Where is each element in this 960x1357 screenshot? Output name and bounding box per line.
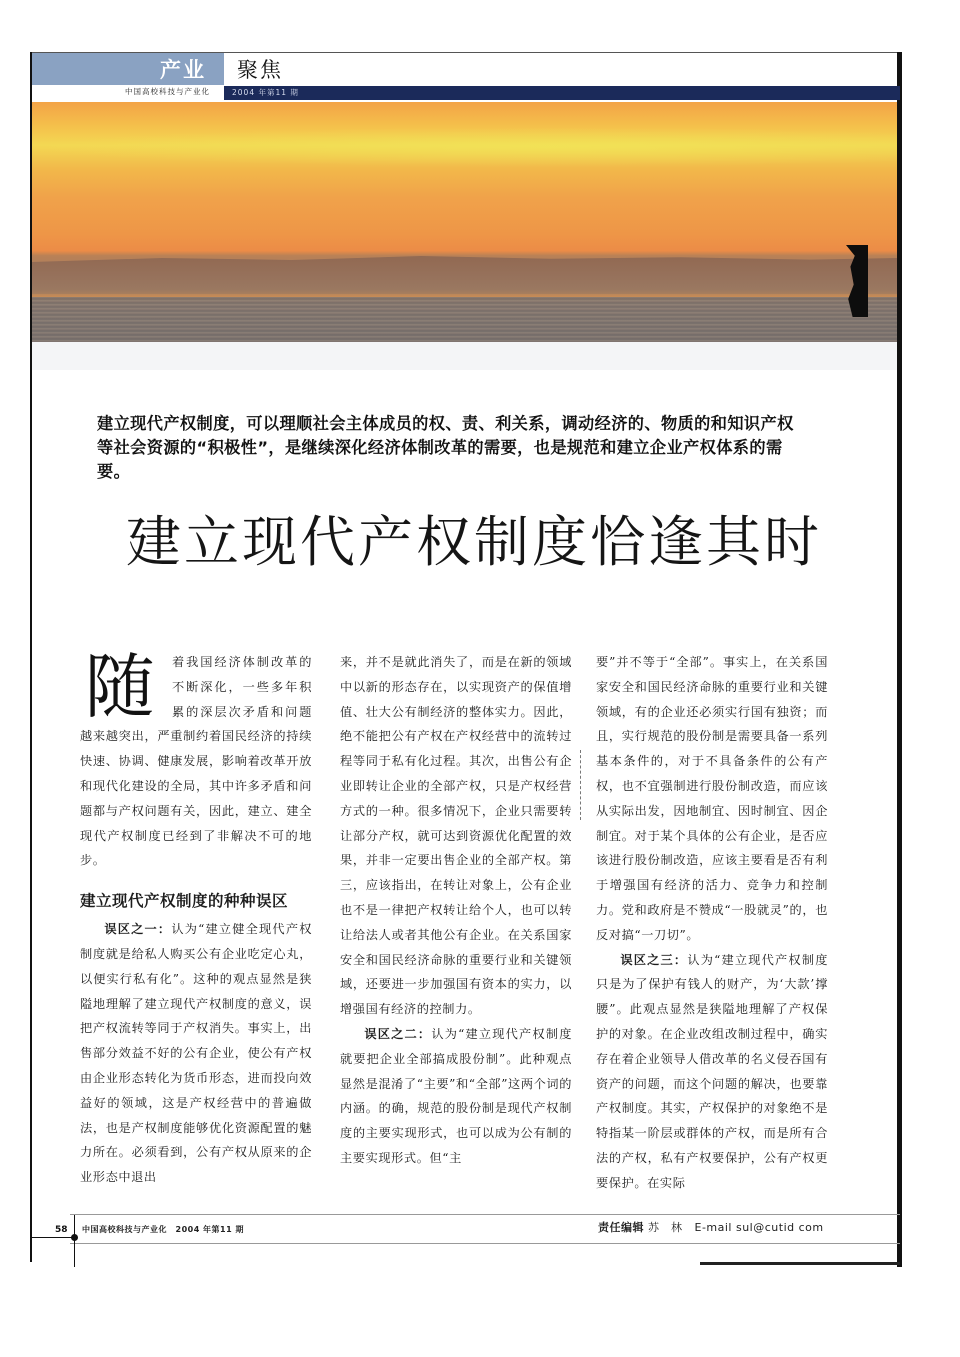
body-column-1 [80,646,312,1190]
sky-glow [32,127,897,167]
dropcap: 随 [84,646,156,728]
editor-email: E-mail sul@cutid com [694,1221,824,1234]
footer-rule-bottom [70,1243,900,1244]
column-separator [580,750,582,820]
hero-bottom-fade [32,342,897,370]
sea-water [32,297,897,342]
misconception-2-continued: 要”并不等于“全部”。事实上，在关系国家安全和国民经济命脉的重要行业和关键领域，有的企业还必须实行国有独资；而且，实行规范的股份制是需要具备一系列基本条件的，对于不具备条件的公有产权，也不宜强制进行股份制改造，而应该从实际出发，因地制宜、因时制宜、因企制宜。对于某个具体的公有企业，是否应该进行股份制改造，应该主要看是否有利于增强国有经济的活力、竞争力和控制力。党和政府是不赞成“一股就灵”的，也反对搞“一刀切”。 [596,655,828,942]
editor-label: 责任编辑 [598,1221,644,1234]
journal-name: 中国高校科技与产业化 [125,87,210,96]
body-column-3 [596,650,828,1196]
misconception-2-text: 认为“建立现代产权制度就要把企业全部搞成股份制”。此种观点显然是混淆了“主要”和“全部”这两个词的内涵。的确，规范的股份制是现代产权制度的主要实现形式，也可以成为公有制的主要实现形式。但“主 [340,1026,572,1165]
misconception-3-text: 认为“建立现代产权制度只是为了保护有钱人的财产，为‘大款’撑腰”。此观点显然是狭隘地理解了产权保护的对象。在企业改组改制过程中，确实存在着企业领导人借改革的名义侵吞国有资产的问题，而这个问题的解决，也要靠产权制度。其实，产权保护的对象绝不是特指某一阶层或群体的产权，而是所有合法的产权，私有产权要保护，公有产权更要保护。在实际 [596,952,828,1190]
footer-bottom-rule [700,1262,900,1265]
section-label-focus: 聚焦 [237,58,283,82]
article-lead: 建立现代产权制度，可以理顺社会主体成员的权、责、利关系，调动经济的、物质的和知识产权等社会资源的“积极性”，是继续深化经济体制改革的需要，也是规范和建立企业产权体系的需要。 [97,414,794,481]
footer-journal-issue: 中国高校科技与产业化 2004 年第11 期 [82,1225,244,1234]
distant-hills [32,254,897,294]
footer-crop-mark-v [74,1215,75,1267]
article-headline: 建立现代产权制度恰逢其时 [126,510,823,574]
body-column-2 [340,650,572,1171]
misconception-1-paragraph [80,917,312,1190]
misconception-1-text: 认为“建立健全现代产权制度就是给私人购买公有企业吃定心丸，以便实行私有化”。这种的观点显然是狭隘地理解了建立现代产权制度的意义，误把产权流转等同于产权消失。事实上，出售部分效益不好的公有企业，使公有产权由企业形态转化为货币形态，进而投向效益好的领域，这是产权经营中的普遍做法，也是产权制度能够优化资源配置的魅力所在。必须看到，公有产权从原来的企业形态中退出 [80,922,312,1185]
misconception-2-label: 误区之二： [364,1026,432,1041]
footer-bullet-icon [71,1234,78,1241]
misconception-2-paragraph [340,1022,572,1171]
footer-crop-mark-h [30,1237,75,1238]
footer-editor [598,1219,824,1235]
issue-label: 2004 年第11 期 [232,88,299,97]
misconception-3-label: 误区之三： [620,952,688,967]
footer-rule-top [70,1214,900,1215]
section-subhead: 建立现代产权制度的种种误区 [80,892,289,911]
misconception-1-continued: 来，并不是就此消失了，而是在新的领域中以新的形态存在，以实现资产的保值增值、壮大公有制经济的整体实力。因此，绝不能把公有产权在产权经营中的流转过程等同于私有化过程。其次，出售公有企业即转让企业的全部产权，只是产权经营方式的一种。很多情况下，企业只需要转让部分产权，就可达到资源优化配置的效果，并非一定要出售企业的全部产权。第三，应该指出，在转让对象上，公有企业也不是一律把产权转让给个人，也可以转让给法人或者其他公有企业。在关系国家安全和国民经济命脉的重要行业和关键领域，还要进一步加强国有资本的实力，以增强国有经济的控制力。 [340,655,572,1017]
page-number: 58 [55,1225,68,1235]
editor-name: 苏 林 [648,1221,683,1234]
issue-band [224,86,900,100]
misconception-3-paragraph [596,948,828,1196]
section-label-industry: 产业 [160,58,206,82]
hero-photo-sunset [32,102,897,342]
page-right-rule [897,52,902,1267]
intro-text: 着我国经济体制改革的不断深化，一些多年积累的深层次矛盾和问题越来越突出，严重制约着国民经济的持续快速、协调、健康发展，影响着改革开放和现代化建设的全局，其中许多矛盾和问题都与产权问题有关，因此，建立、建全现代产权制度已经到了非解决不可的地步。 [80,655,312,868]
misconception-1-label: 误区之一： [104,922,172,937]
